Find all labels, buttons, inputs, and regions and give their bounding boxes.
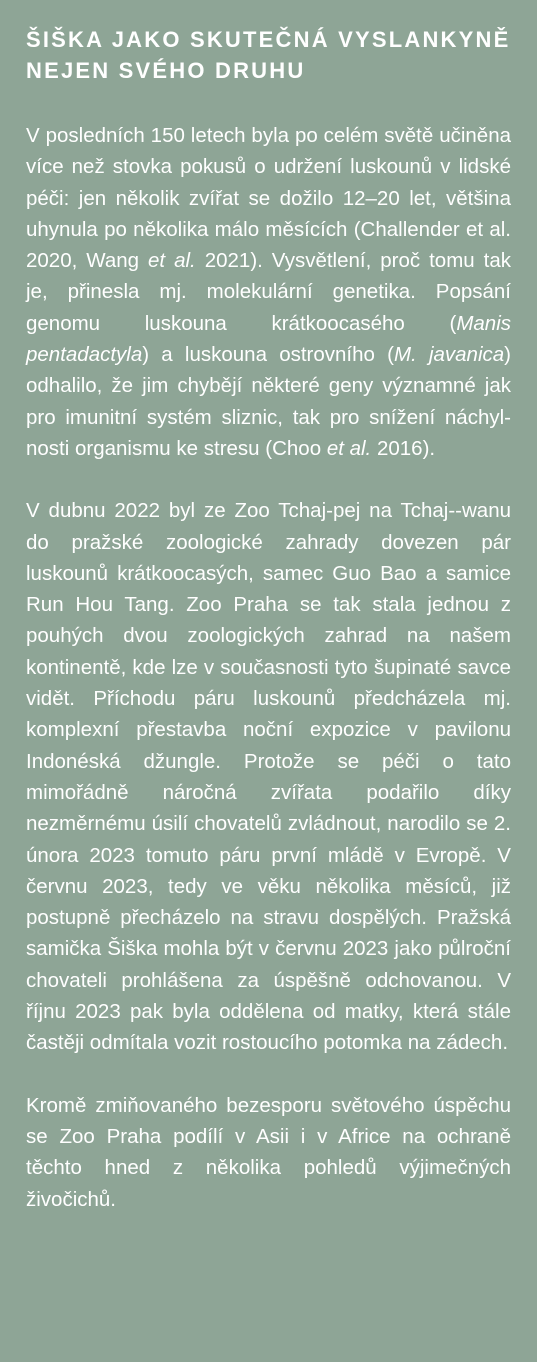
paragraph-1-text-3: ) a luskouna ostrovního ( — [142, 343, 394, 367]
article-title — [26, 24, 511, 86]
paragraph-1-text-2: 2021). Vysvětlení, proč tomu tak je, přinesla mj. molekulární genetika. Popsání genomu luskouna krátkoocasého ( — [26, 249, 511, 335]
paragraph-1-text-5: 2016). — [371, 436, 436, 460]
paragraph-1-text-1: V posledních 150 letech byla po celém světě učiněna více než stovka pokusů o udržení luskounů v lidské péči: jen několik zvířat se dožilo 12–20 let, většina uhynula po několika málo měsících (Challender et al. 2020, Wang — [26, 124, 511, 273]
paragraph-3: Kromě zmiňovaného bezesporu světového úspěchu se Zoo Praha podílí v Asii i v Africe na ochraně těchto hned z několika pohledů výjimečných živočichů. — [26, 1093, 511, 1211]
paragraph-1-italic-1: et al. — [148, 249, 196, 273]
paragraph-1 — [26, 120, 511, 464]
paragraph-2: V dubnu 2022 byl ze Zoo Tchaj-pej na Tchaj--wanu do pražské zoologické zahrady dovezen pár luskounů krátkoocasých, samec Guo Bao a samice Run Hou Tang. Zoo Praha se tak stala jednou z pouhých dvou zoologických zahrad na našem kontinentě, kde lze v současnosti tyto šupinaté savce vidět. Příchodu páru luskounů předcházela mj. komplexní přestavba noční expozice v pavilonu Indonéská džungle. Protože se péči o tato mimořádně náročná zvířata podařilo díky nezměrnému úsilí chovatelů zvládnout, narodilo se 2. února 2023 tomuto páru první mládě v Evropě. V červnu 2023, tedy ve věku několika měsíců, již postupně přecházelo na stravu dospělých. Pražská samička Šiška mohla být v červnu 2023 jako půlroční chovateli prohlášena za úspěšně odchovanou. V říjnu 2023 pak byla oddělena od matky, která stále častěji odmítala vozit rostoucího potomka na zádech. — [26, 499, 511, 1055]
title-line-2: NEJEN SVÉHO DRUHU — [26, 58, 306, 83]
paragraph-1-text-4: ) odhalilo, že jim chybějí některé geny významné jak pro imunitní systém sliznic, tak pro snížení náchylnosti organismu ke stresu (Choo — [26, 343, 511, 460]
paragraph-1-italic-4: et al. — [326, 436, 372, 460]
species-name-m-javanica: M. javanica — [393, 343, 505, 367]
title-line-1: ŠIŠKA JAKO SKUTEČNÁ VYSLANKYNĚ — [26, 27, 511, 52]
species-name-manis-pentadactyla: Manis pentadactyla — [26, 311, 511, 367]
